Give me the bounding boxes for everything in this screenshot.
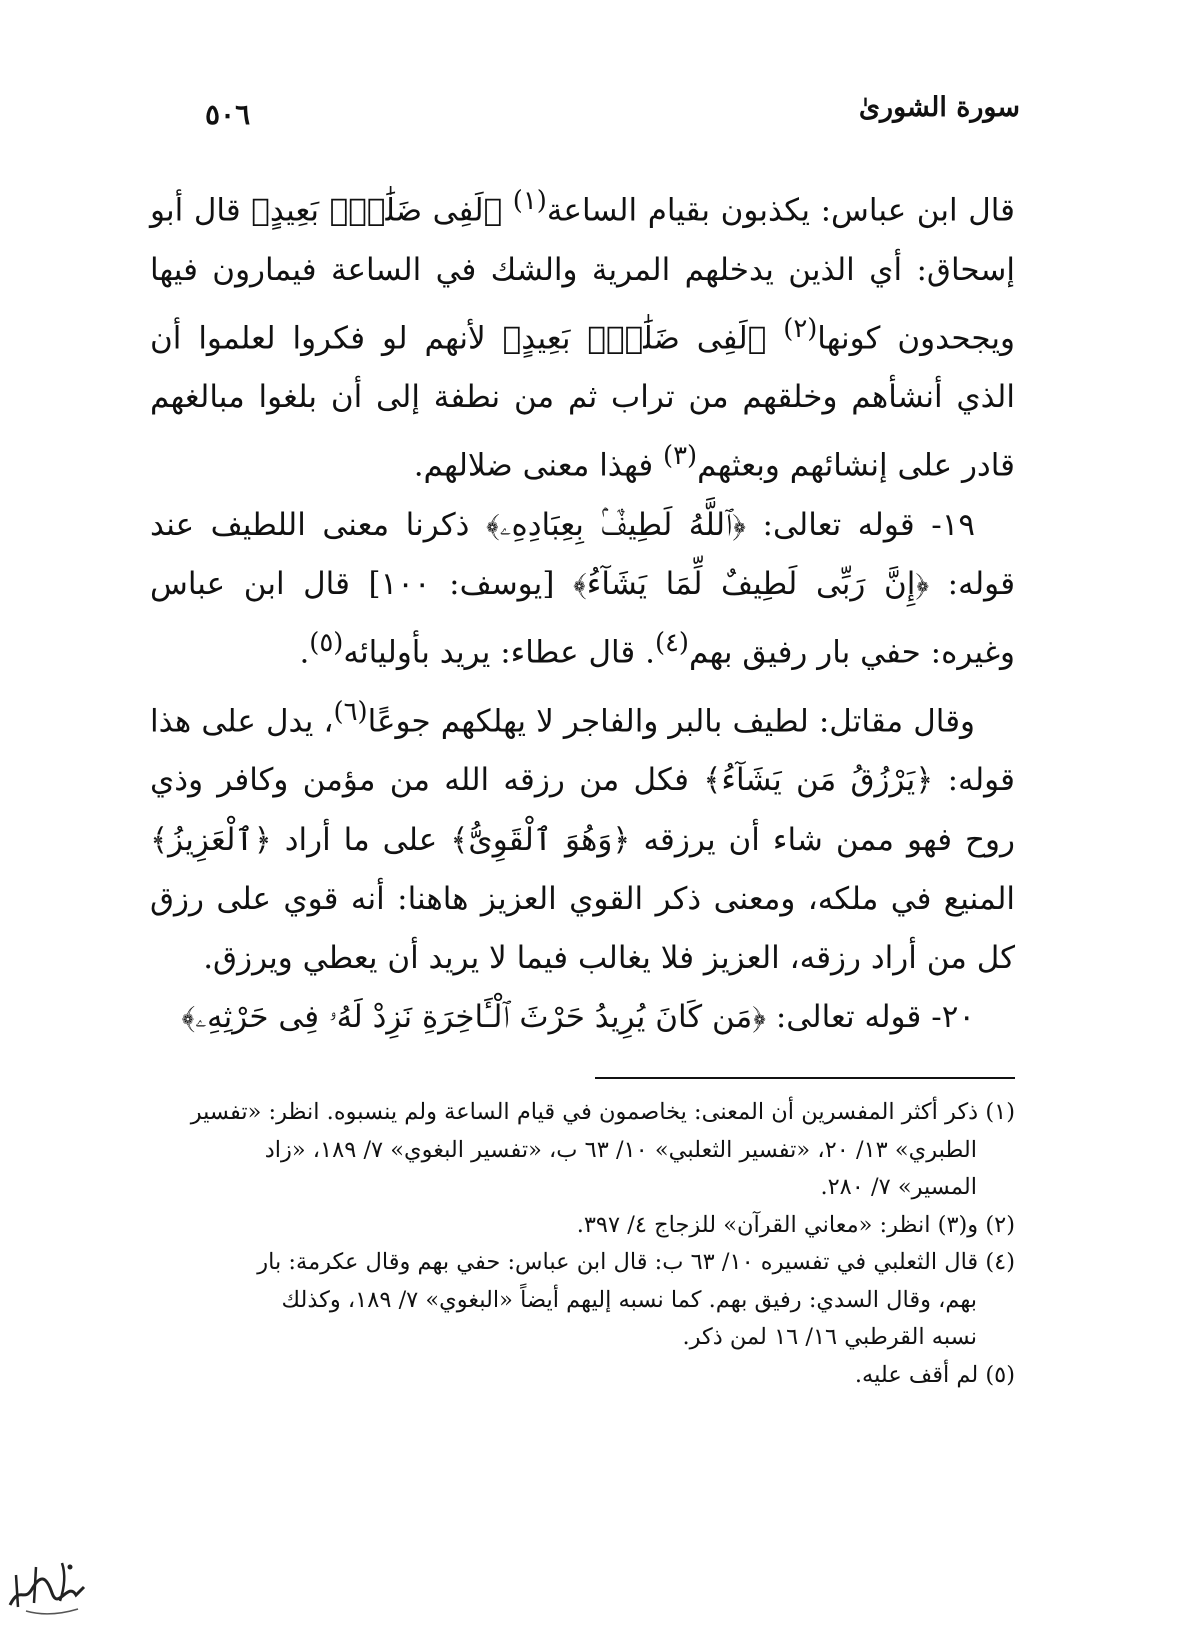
page-number: ٥٠٦ xyxy=(205,98,251,131)
paragraph-1 xyxy=(150,172,1015,496)
text-segment: فهذا معنى ضلالهم. xyxy=(413,447,654,484)
paragraph-4 xyxy=(150,988,1015,1047)
footnote-label: (٥) xyxy=(985,1361,1015,1388)
footnote-ref: (١) xyxy=(512,186,547,216)
text-segment: ٢٠- قوله تعالى: xyxy=(775,999,975,1036)
footnote-4 xyxy=(135,1244,1015,1282)
calligraphy-watermark-logo xyxy=(6,1545,88,1620)
footnote-2 xyxy=(135,1207,1015,1245)
footnote-1-line-3: المسير» ٧/ ٢٨٠. xyxy=(820,1174,977,1200)
footnote-ref: (٢) xyxy=(783,313,818,344)
quran-verse: ﴿ٱللَّهُ لَطِيفٌۢ بِعِبَادِهِۦ﴾ xyxy=(485,507,746,543)
footnote-ref: (٤) xyxy=(654,628,689,659)
footnotes xyxy=(135,1094,1015,1394)
footnote-label: (١) xyxy=(985,1099,1015,1125)
quran-verse: ﴿لَفِى ضَلَٰلٍۭ بَعِيدٍ﴾ xyxy=(251,192,503,229)
quran-verse: ﴿إِنَّ رَبِّى لَطِيفٌ لِّمَا يَشَآءُ﴾ xyxy=(573,566,930,603)
quran-verse: ﴿مَن كَانَ يُرِيدُ حَرْثَ ٱلْـَٔاخِرَةِ نَزِدْ لَهُۥ فِى حَرْثِهِۦ﴾ xyxy=(181,999,766,1036)
text-segment: ، يدل على هذا قوله: xyxy=(150,703,1015,799)
footnote-label: (٤) xyxy=(985,1249,1015,1275)
footnote-1 xyxy=(135,1094,1015,1132)
text-segment: ذكرنا معنى اللطيف عند قوله: xyxy=(150,507,1016,603)
quran-verse: ﴿وَهُوَ ٱلْقَوِىُّ﴾ xyxy=(450,821,631,858)
footnote-divider xyxy=(595,1077,1015,1079)
quran-verse: ﴿لَفِى ضَلَٰلٍۭ بَعِيدٍ﴾ xyxy=(502,320,767,357)
footnote-ref: (٦) xyxy=(333,696,368,727)
text-segment: لأنهم لو فكروا لعلموا أن الذي أنشأهم وخلقهم من تراب ثم من نطفة إلى أن بلغوا مبالغهم قادر على إنشائهم وبعثهم xyxy=(150,320,1015,484)
text-segment: . قال عطاء: يريد بأوليائه xyxy=(343,634,655,671)
quran-verse: ﴿يَرْزُقُ مَن يَشَآءُ﴾ xyxy=(703,762,934,799)
text-segment: قال أبو إسحاق: أي الذين يدخلهم المرية والشك في الساعة فيمارون فيها ويجحدون كونها xyxy=(150,192,1016,357)
footnote-ref: (٣) xyxy=(663,441,698,472)
footnote-text: قال الثعلبي في تفسيره ١٠/ ٦٣ ب: قال ابن عباس: حفي بهم وقال عكرمة: بار xyxy=(257,1249,979,1275)
main-text xyxy=(150,172,1015,1047)
footnote-5 xyxy=(135,1357,1015,1395)
surah-title: سورة الشورىٰ xyxy=(858,92,1020,123)
quran-verse: ﴿ٱلْعَزِيزُ﴾ xyxy=(150,821,272,858)
text-segment: على ما أراد xyxy=(284,821,438,858)
footnote-label: (٢) xyxy=(985,1211,1015,1238)
footnote-text: ذكر أكثر المفسرين أن المعنى: يخاصمون في قيام الساعة ولم ينسبوه. انظر: «تفسير xyxy=(190,1099,979,1125)
text-segment: وقال مقاتل: لطيف بالبر والفاجر لا يهلكهم جوعًا xyxy=(367,703,975,740)
paragraph-2 xyxy=(150,496,1015,683)
page-header xyxy=(205,92,1020,142)
footnote-4-line-3: نسبه القرطبي ١٦/ ١٦ لمن ذكر. xyxy=(682,1324,977,1350)
text-segment: المنيع في ملكه، ومعنى ذكر القوي العزيز هاهنا: أنه قوي على رزق كل من أراد رزقه، العزيز فلا يغالب فيما لا يريد أن يعطي ويرزق. xyxy=(150,880,1015,977)
footnote-ref: (٥) xyxy=(309,628,344,659)
footnote-text: لم أقف عليه. xyxy=(854,1361,979,1388)
text-segment: [يوسف: ١٠٠] قال ابن عباس وغيره: حفي بار رفيق بهم xyxy=(150,566,1015,671)
footnote-1-line-2: الطبري» ١٣/ ٢٠، «تفسير الثعلبي» ١٠/ ٦٣ ب، «تفسير البغوي» ٧/ ١٨٩، «زاد xyxy=(264,1136,977,1163)
footnote-text: و(٣) انظر: «معاني القرآن» للزجاج ٤/ ٣٩٧. xyxy=(576,1211,979,1238)
text-segment: ١٩- قوله تعالى: xyxy=(762,507,976,543)
paragraph-3 xyxy=(150,683,1015,988)
footnote-4-line-2: بهم، وقال السدي: رفيق بهم. كما نسبه إليهم أيضاً «البغوي» ٧/ ١٨٩، وكذلك xyxy=(281,1286,977,1313)
text-segment: فكل من رزقه الله من مؤمن وكافر وذي روح فهو ممن شاء أن يرزقه xyxy=(150,762,1015,858)
text-segment: قال ابن عباس: يكذبون بقيام الساعة xyxy=(546,192,1015,229)
text-segment: . xyxy=(299,634,310,671)
